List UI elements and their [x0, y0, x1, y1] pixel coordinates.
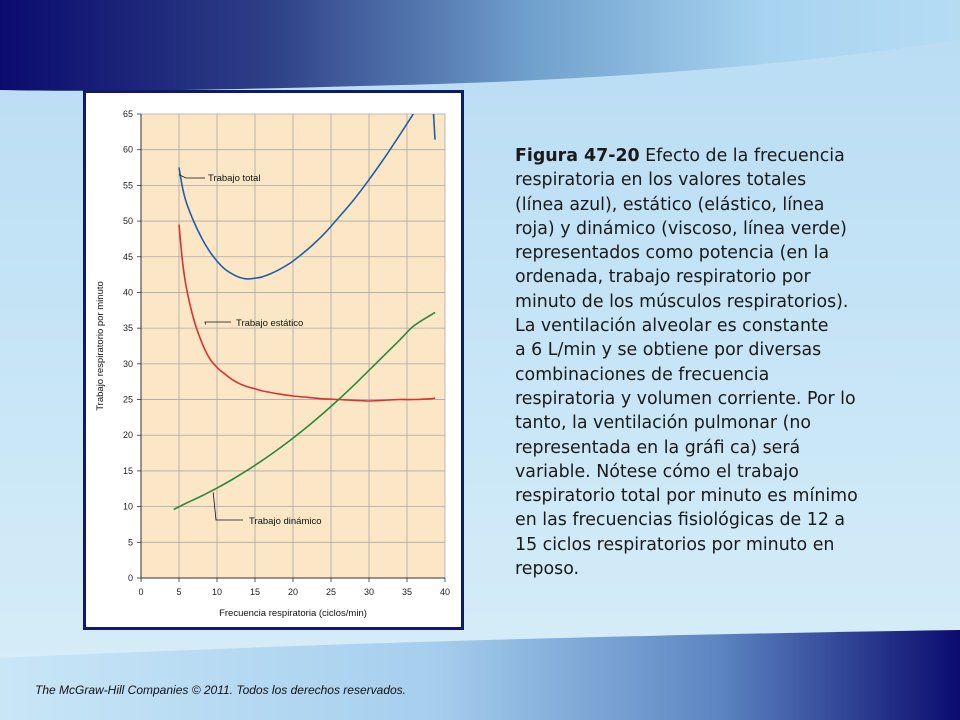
y-tick-label: 10	[122, 501, 133, 512]
y-tick-label: 35	[122, 323, 133, 334]
bottom-decorative-band	[0, 628, 960, 720]
annotation-leader	[213, 492, 243, 520]
x-tick-label: 30	[363, 587, 375, 597]
x-tick-label: 35	[401, 587, 413, 597]
y-tick-label: 45	[122, 251, 133, 262]
y-tick-label: 55	[122, 180, 133, 191]
figure-caption	[515, 144, 915, 581]
caption-figure-label: Figura 47-20	[515, 146, 640, 166]
annotation-label: Trabajo total	[208, 173, 261, 184]
chart-grid	[141, 114, 445, 578]
y-axis-label: Trabajo respiratorio por minuto	[95, 281, 106, 411]
x-axis-label: Frecuencia respiratoria (ciclos/min)	[219, 608, 367, 619]
copyright-notice: The McGraw-Hill Companies © 2011. Todos los derechos reservados.	[35, 683, 407, 697]
y-tick-label: 20	[122, 430, 133, 441]
y-tick-label: 15	[122, 465, 133, 476]
x-tick-label: 25	[325, 587, 337, 597]
x-tick-label: 0	[138, 587, 144, 597]
x-tick-label: 15	[249, 587, 261, 597]
y-tick-label: 30	[122, 358, 133, 369]
x-tick-label: 10	[211, 587, 223, 597]
x-tick-label: 5	[176, 587, 182, 597]
y-tick-label: 25	[122, 394, 133, 405]
y-tick-label: 5	[127, 537, 133, 548]
caption-text: Efecto de la frecuencia respiratoria en los valores totales (línea azul), estático (elástico, línea roja) y dinámico (viscoso, línea verde) representados como potencia (en la ordenada, trabajo respiratorio por minuto de los músculos respiratorios). La ventilación alveolar es constante a 6 L/min y se obtiene por diversas combinaciones de frecuencia respiratoria y volumen corriente. Por lo tanto, la ventilación pulmonar (no representada en la gráfi ca) será variable. Nótese cómo el trabajo respiratorio total por minuto es mínimo en las frecuencias fisiológicas de 12 a 15 ciclos respiratorios por minuto en reposo.	[515, 146, 858, 580]
y-tick-label: 40	[122, 287, 133, 298]
annotation-leader	[179, 175, 205, 178]
annotation-label: Trabajo estático	[236, 318, 304, 329]
y-tick-label: 0	[127, 573, 133, 583]
respiratory-work-chart	[83, 90, 464, 630]
y-tick-label: 50	[122, 216, 133, 227]
series-line-2	[179, 225, 435, 401]
x-tick-label: 20	[287, 587, 299, 597]
series-line-3	[174, 312, 435, 509]
y-tick-label: 65	[122, 109, 133, 119]
annotation-leader	[205, 322, 231, 325]
y-tick-label: 60	[122, 144, 133, 155]
annotation-label: Trabajo dinámico	[249, 516, 322, 527]
x-tick-label: 40	[439, 587, 451, 597]
chart-annotations	[179, 173, 322, 527]
